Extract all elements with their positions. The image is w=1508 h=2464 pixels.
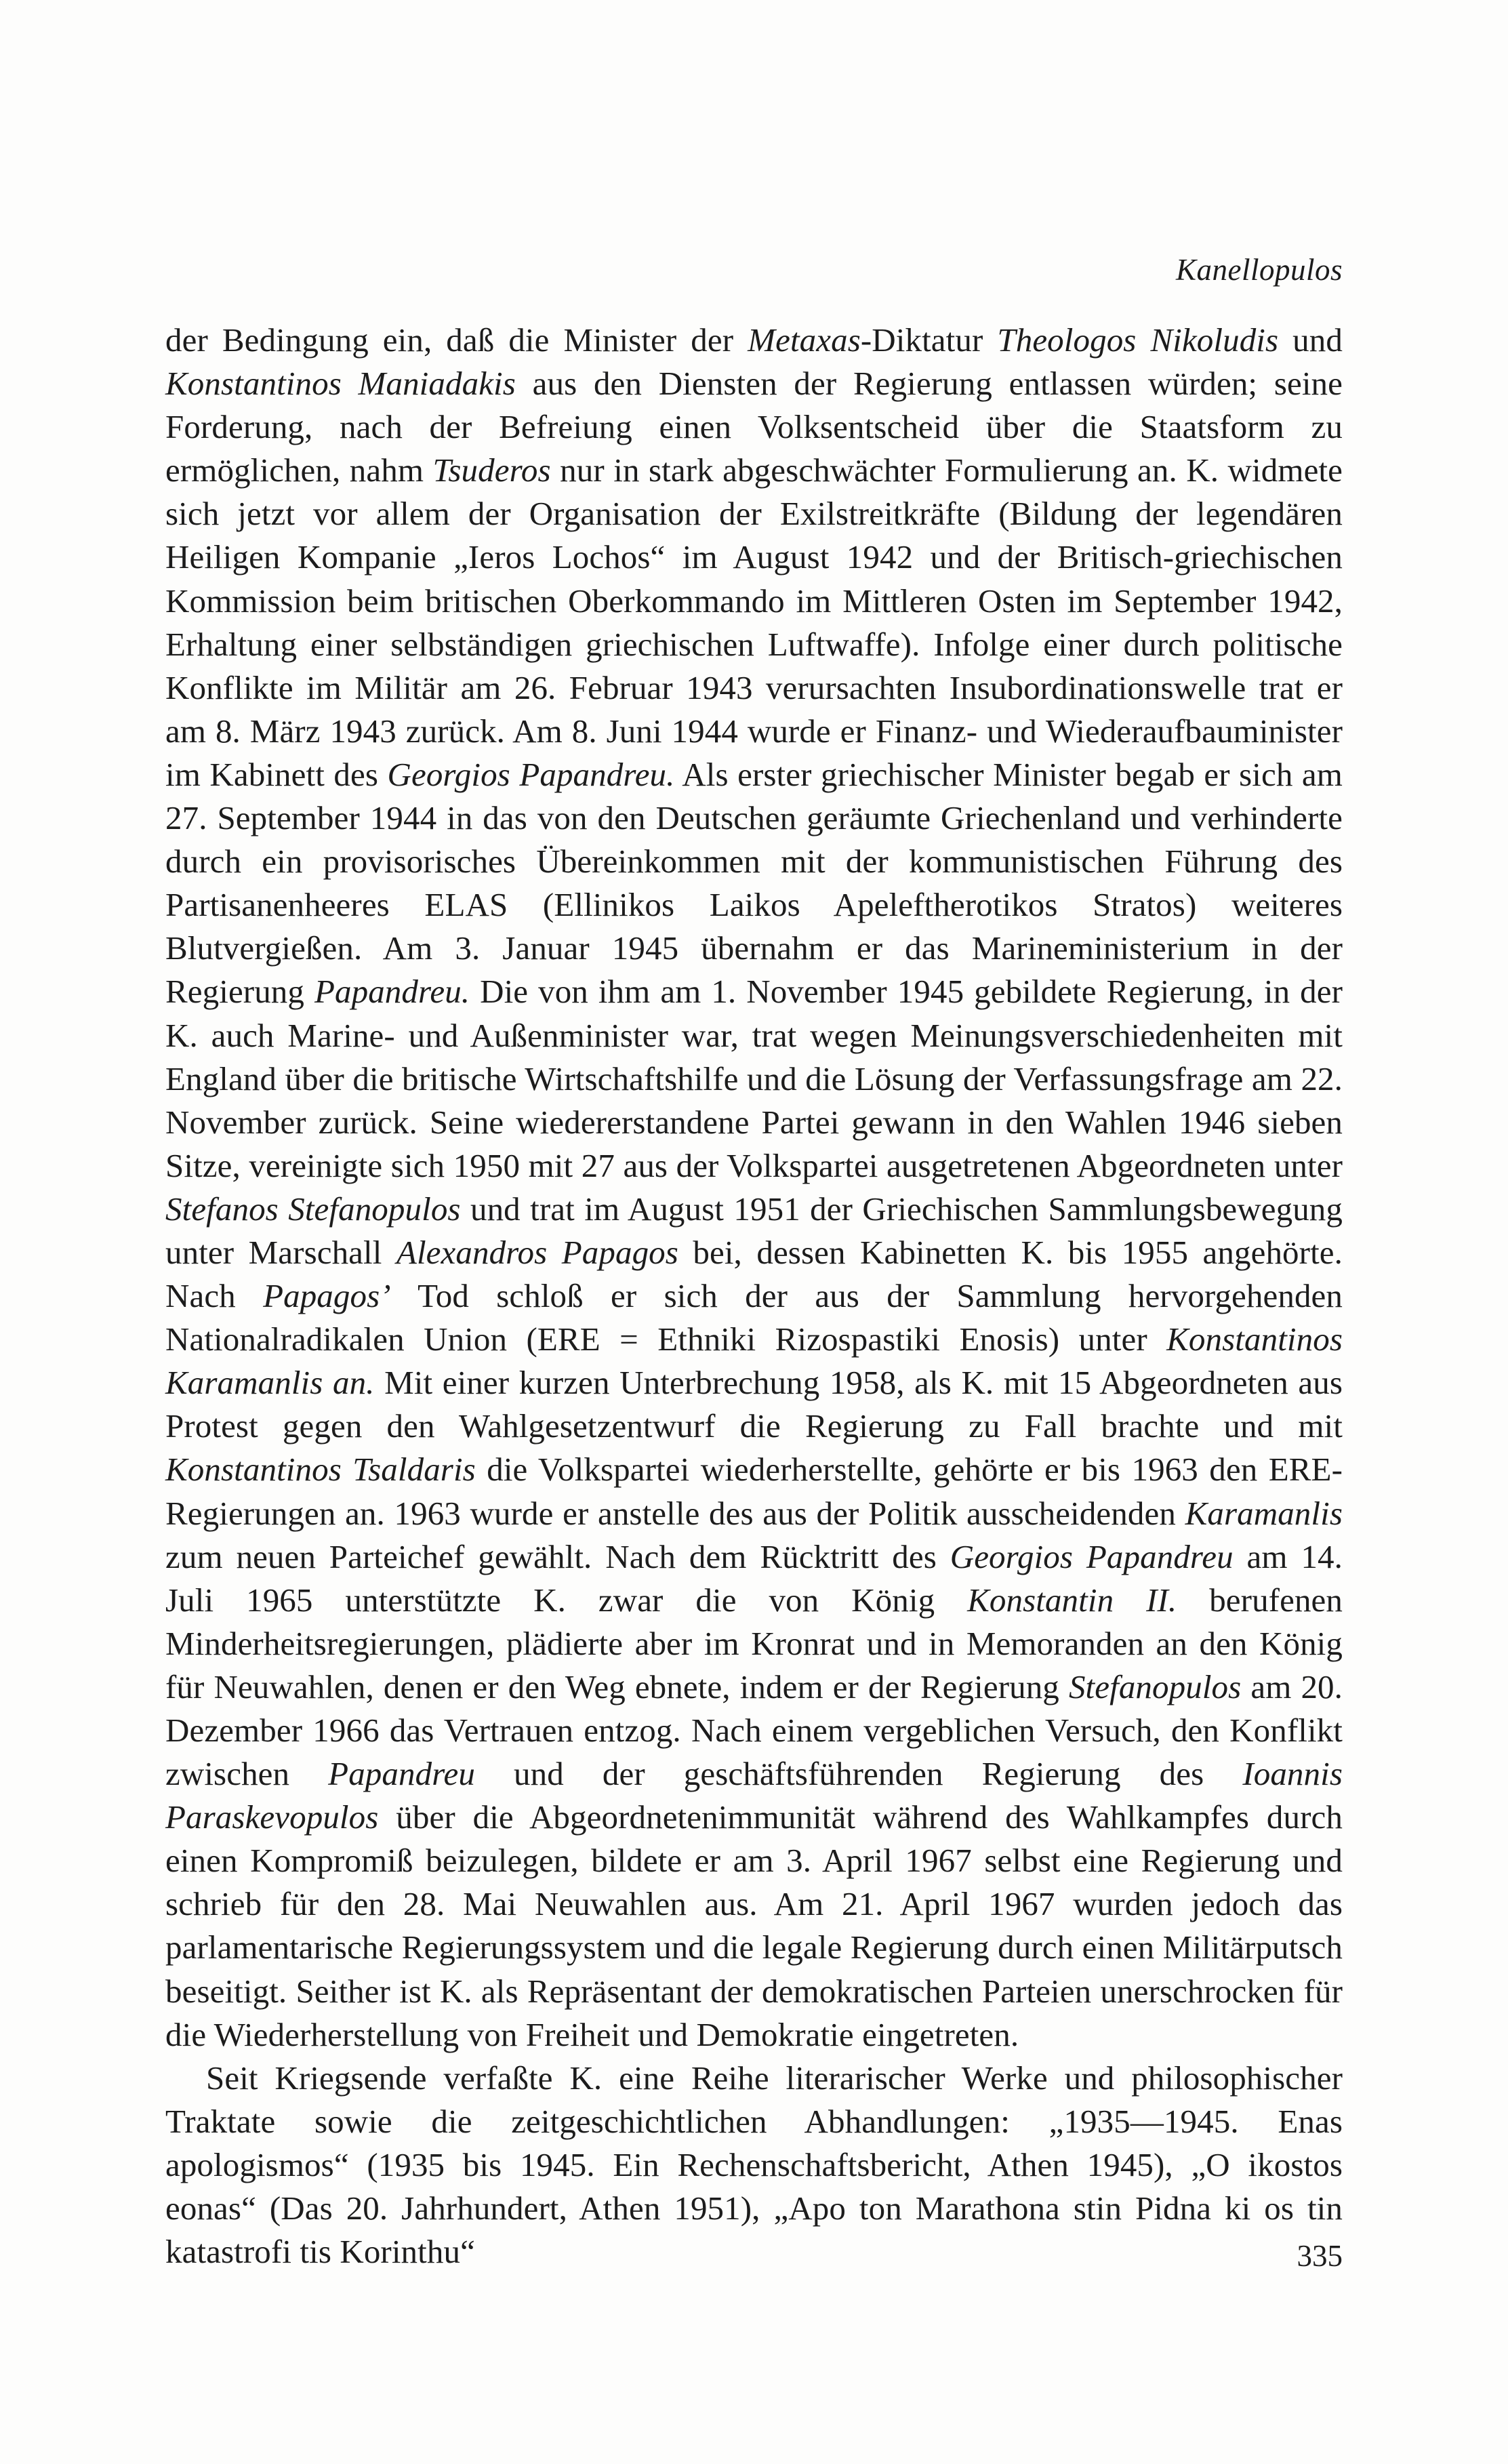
text-run: -Diktatur bbox=[860, 321, 998, 359]
text-run: nur in stark abgeschwächter Formulierung an. K. widmete sich jetzt vor allem der Organisation der Exilstreitkräfte (Bildung der legendären Heiligen Kompanie „Ieros Lochos“ im August 1942 und der Britisch-griechischen Kommission beim britischen Oberkommando im Mittleren Osten im September 1942, Erhaltung einer selbständigen griechischen Luftwaffe). Infolge einer durch politische Konflikte im Militär am 26. Februar 1943 verursachten Insubordinationswelle trat er am 8. März 1943 zurück. Am 8. Juni 1944 wurde er Finanz- und Wiederaufbauminister im Kabinett des bbox=[165, 451, 1343, 793]
italic-name: Konstantinos Tsaldaris bbox=[165, 1451, 476, 1489]
italic-name: Konstantinos Maniadakis bbox=[165, 365, 516, 403]
text-run: Seit Kriegsende verfaßte K. eine Reihe literarischer Werke und philosophischer Traktate sowie die zeitgeschichtlichen Abhandlungen: „1935—1945. Enas apologismos“ (1935 bis 1945. Ein Rechenschaftsbericht, Athen 1945), „O ikostos eonas“ (Das 20. Jahrhundert, Athen 1951), „Apo ton Marathona stin Pidna ki os tin katastrofi tis Korinthu“ bbox=[165, 2059, 1343, 2271]
text-run: berufenen Minderheitsregierungen, plädierte aber im Kronrat und in Memoranden an den König für Neuwahlen, denen er den Weg ebnete, indem er der Regierung bbox=[165, 1581, 1343, 1705]
page-number: 335 bbox=[1297, 2239, 1343, 2273]
text-run: am 14. Juli 1965 unterstützte K. zwar die von König bbox=[165, 1537, 1343, 1619]
italic-name: Metaxas bbox=[748, 321, 861, 359]
text-run: Die von ihm am 1. November 1945 gebildete Regierung, in der K. auch Marine- und Außenminister war, trat wegen Meinungsverschiedenheiten mit England über die britische Wirtschaftshilfe und die Lösung der Verfassungsfrage am 22. November zurück. Seine wiedererstandene Partei gewann in den Wahlen 1946 sieben Sitze, vereinigte sich 1950 mit 27 aus der Volkspartei ausgetretenen Abgeordneten unter bbox=[165, 973, 1343, 1184]
italic-name: Stefanopulos bbox=[1068, 1668, 1242, 1705]
italic-name: Tsuderos bbox=[432, 451, 551, 489]
text-run: über die Abgeordnetenimmunität während des Wahlkampfes durch einen Kompromiß beizulegen, bildete er am 3. April 1967 selbst eine Regierung und schrieb für den 28. Mai Neuwahlen aus. Am 21. April 1967 wurden jedoch das parlamentarische Regierungssystem und die legale Regierung durch einen Militärputsch beseitigt. Seither ist K. als Repräsentant der demokratischen Parteien unerschrocken für die Wiederherstellung von Freiheit und Demokratie eingetreten. bbox=[165, 1798, 1343, 2053]
italic-name: Papandreu. bbox=[314, 973, 470, 1011]
italic-name: Alexandros Papagos bbox=[396, 1233, 678, 1271]
text-run: und trat im August 1951 der Griechischen Sammlungsbewegung unter Marschall bbox=[165, 1190, 1343, 1271]
text-run: Mit einer kurzen Unterbrechung 1958, als K. mit 15 Abgeordneten aus Protest gegen den Wahlgesetzentwurf die Regierung zu Fall brachte und mit bbox=[165, 1364, 1343, 1445]
italic-name: Stefanos Stefanopulos bbox=[165, 1190, 461, 1228]
text-run: bei, dessen Kabinetten K. bis 1955 angehörte. Nach bbox=[165, 1233, 1343, 1315]
text-run: am 20. Dezember 1966 das Vertrauen entzog. Nach einem vergeblichen Versuch, den Konflikt zwischen bbox=[165, 1668, 1343, 1793]
italic-name: Georgios Papandreu. bbox=[387, 755, 675, 793]
italic-name: Papandreu bbox=[328, 1755, 476, 1793]
italic-name: Konstantinos Karamanlis an. bbox=[165, 1320, 1343, 1402]
italic-name: Ioannis Paraskevopulos bbox=[165, 1755, 1343, 1836]
paragraph bbox=[165, 2057, 1343, 2274]
text-run: die Volkspartei wiederherstellte, gehörte er bis 1963 den ERE-Regierungen an. 1963 wurde er anstelle des aus der Politik ausscheidenden bbox=[165, 1451, 1343, 1532]
italic-name: Theologos Nikoludis bbox=[997, 321, 1279, 359]
text-run: Als erster griechischer Minister begab er sich am 27. September 1944 in das von den Deutschen geräumte Griechenland und verhinderte durch ein provisorisches Übereinkommen mit der kommunistischen Führung des Partisanenheeres ELAS (Ellinikos Laikos Apeleftherotikos Stratos) weiteres Blutvergießen. Am 3. Januar 1945 übernahm er das Marineministerium in der Regierung bbox=[165, 755, 1343, 1011]
italic-name: Karamanlis bbox=[1185, 1494, 1343, 1532]
italic-name: Georgios Papandreu bbox=[950, 1537, 1234, 1575]
text-run: Tod schloß er sich der aus der Sammlung hervorgehenden Nationalradikalen Union (ERE = Ethniki Rizospastiki Enosis) unter bbox=[165, 1277, 1343, 1358]
paragraph bbox=[165, 319, 1343, 2057]
text-run: und der geschäftsführenden Regierung des bbox=[475, 1755, 1243, 1793]
text-run: und bbox=[1278, 321, 1343, 359]
text-run: der Bedingung ein, daß die Minister der bbox=[165, 321, 748, 359]
text-run: aus den Diensten der Regierung entlassen würden; seine Forderung, nach der Befreiung einen Volksentscheid über die Staatsform zu ermöglichen, nahm bbox=[165, 365, 1343, 489]
body-text bbox=[165, 319, 1343, 2274]
italic-name: Konstantin II. bbox=[967, 1581, 1177, 1619]
italic-name: Papagos’ bbox=[263, 1277, 391, 1315]
running-head: Kanellopulos bbox=[1175, 253, 1343, 287]
text-run: zum neuen Parteichef gewählt. Nach dem Rücktritt des bbox=[165, 1537, 950, 1575]
